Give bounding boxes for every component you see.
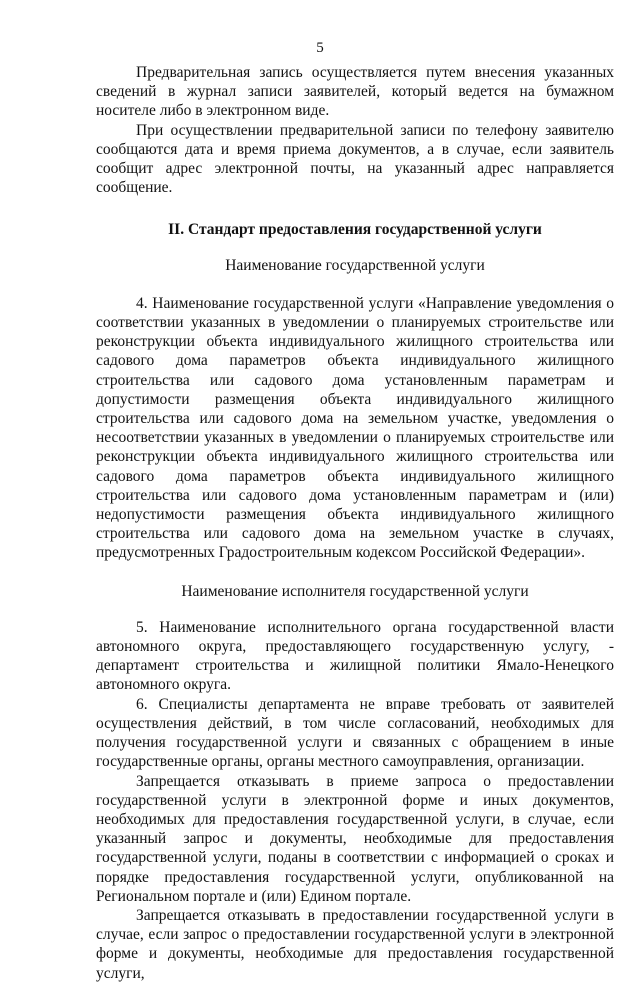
- paragraph-prohibition-2: Запрещается отказывать в предоставлении государственной услуги в случае, если запрос о предоставлении государственной услуги в электронной форме и документы, необходимые для предоставления государственной услуги,: [96, 906, 614, 982]
- paragraph-6: 6. Специалисты департамента не вправе требовать от заявителей осуществления действий, в том числе согласований, необходимых для получения государственной услуги и связанных с обращением в иные государственные органы, органы местного самоуправления, организации.: [96, 695, 614, 771]
- subtitle-service-name: Наименование государственной услуги: [225, 256, 485, 274]
- paragraph-phone-record: При осуществлении предварительной записи по телефону заявителю сообщаются дата и время приема документов, а в случае, если заявитель сообщит адрес электронной почты, на указанный адрес направляется сообщение.: [96, 121, 614, 197]
- paragraph-prohibition-1: Запрещается отказывать в приеме запроса о предоставлении государственной услуги в электронной форме и иных документов, необходимых для предоставления государственной услуги, в случае, если указанный запрос и документы, необходимые для предоставления государственной услуги, поданы в соответствии с информацией о сроках и порядке предоставления государственной услуги, опубликованной на Региональном портале и (или) Едином портале.: [96, 772, 614, 905]
- paragraph-4: 4. Наименование государственной услуги «Направление уведомления о соответствии указанных в уведомлении о планируемых строительстве или реконструкции объекта индивидуального жилищного строительства или садового дома параметров объекта индивидуального жилищного строительства или садового дома установленным параметрам и допустимости размещения объекта индивидуального жилищного строительства или садового дома на земельном участке, уведомления о несоответствии указанных в уведомлении о планируемых строительстве или реконструкции объекта индивидуального жилищного строительства или садового дома параметров объекта индивидуального жилищного строительства или садового дома установленным параметрам и (или) недопустимости размещения объекта индивидуального жилищного строительства или садового дома на земельном участке в случаях, предусмотренных Градостроительным кодексом Российской Федерации».: [96, 294, 614, 562]
- section-title: II. Стандарт предоставления государственной услуги: [168, 221, 542, 239]
- document-body: [96, 63, 614, 983]
- page-number: 5: [316, 40, 324, 56]
- paragraph-preliminary-record: Предварительная запись осуществляется путем внесения указанных сведений в журнал записи заявителей, который ведется на бумажном носителе либо в электронном виде.: [96, 64, 614, 120]
- subtitle-executor-name: Наименование исполнителя государственной услуги: [181, 582, 529, 600]
- paragraph-5: 5. Наименование исполнительного органа государственной власти автономного округа, предоставляющего государственную услугу, - департамент строительства и жилищной политики Ямало-Ненецкого автономного округа.: [96, 618, 614, 694]
